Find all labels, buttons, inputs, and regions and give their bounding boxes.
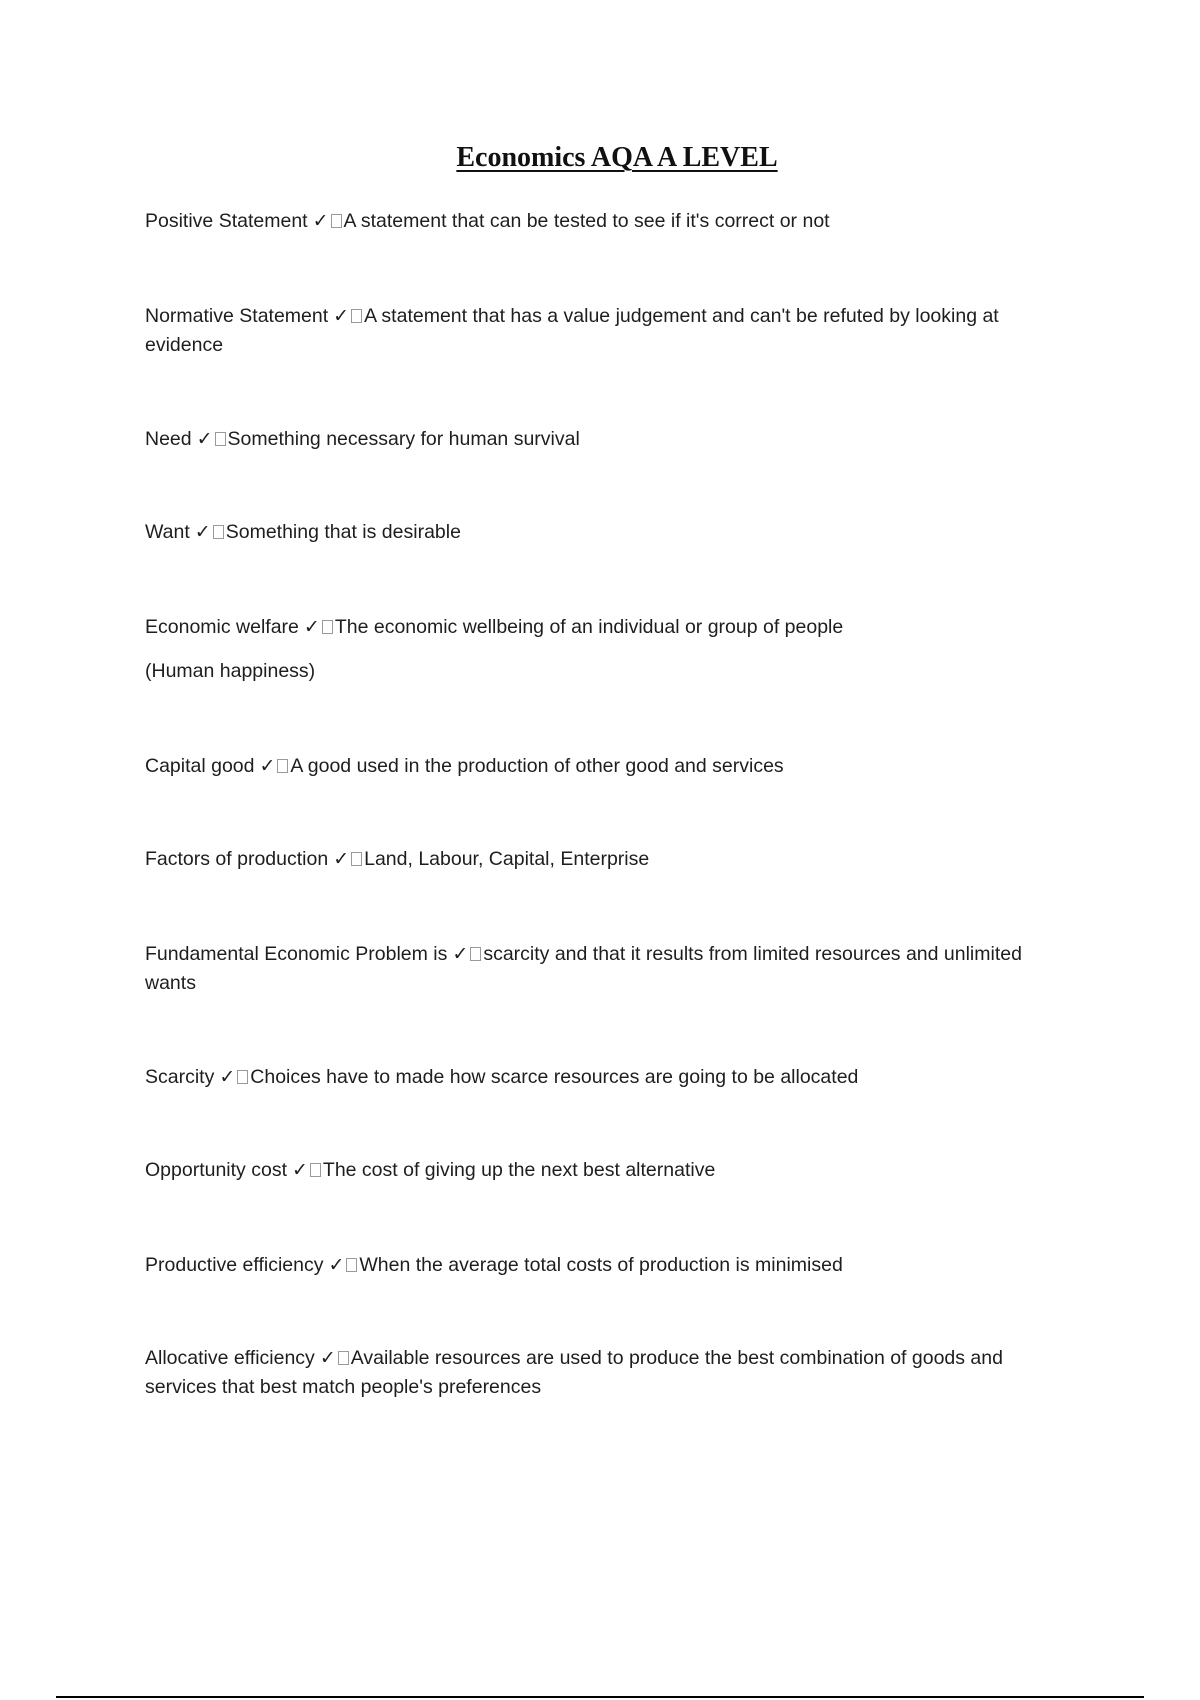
definition-entry [145,1156,1075,1185]
entry-term: Productive efficiency [145,1254,324,1276]
entry-definition: Available resources are used to produce the best combination of goods and services that best match people's preferences [145,1347,1003,1398]
check-icon: ✓ [219,1066,236,1088]
entry-term: Normative Statement [145,305,329,327]
entry-definition: A statement that can be tested to see if it's correct or not [343,210,830,232]
definition-entry [145,940,1075,998]
entry-term: Fundamental Economic Problem is [145,943,448,965]
entry-term: Opportunity cost [145,1159,287,1181]
entry-definition: scarcity and that it results from limited resources and unlimited wants [145,943,1022,994]
check-icon: ✓ [333,848,350,870]
definition-entry [145,1251,1075,1280]
check-icon: ✓ [333,305,350,327]
definition-entry [145,1344,1075,1402]
entry-definition: A statement that has a value judgement and can't be refuted by looking at evidence [145,305,999,356]
entry-definition: Something necessary for human survival [227,428,580,450]
entry-definition: Something that is desirable [225,521,461,543]
box-glyph-icon [277,759,288,773]
check-icon: ✓ [312,210,329,232]
entry-term: Allocative efficiency [145,1347,315,1369]
entry-term: Want [145,521,190,543]
definition-entry [145,613,1075,642]
box-glyph-icon [351,309,362,323]
definition-entry [145,207,1075,236]
check-icon: ✓ [319,1347,336,1369]
entry-term: Factors of production [145,848,329,870]
box-glyph-icon [237,1070,248,1084]
box-glyph-icon [351,852,362,866]
box-glyph-icon [346,1258,357,1272]
entry-term: Scarcity [145,1066,215,1088]
entry-definition: The cost of giving up the next best alternative [322,1159,716,1181]
entry-definition: Choices have to made how scarce resources are going to be allocated [250,1066,859,1088]
box-glyph-icon [215,432,226,446]
entry-definition: A good used in the production of other good and services [290,755,784,777]
entry-definition: The economic wellbeing of an individual or group of people [334,616,844,638]
check-icon: ✓ [259,755,276,777]
entry-term: Positive Statement [145,210,308,232]
page-title: Economics AQA A LEVEL [456,142,778,173]
box-glyph-icon [470,947,481,961]
entry-definition: Land, Labour, Capital, Enterprise [364,848,650,870]
check-icon: ✓ [452,943,469,965]
box-glyph-icon [338,1351,349,1365]
box-glyph-icon [213,525,224,539]
entry-term: Need [145,428,192,450]
box-glyph-icon [322,620,333,634]
definition-entry [145,752,1075,781]
entry-definition: When the average total costs of production is minimised [359,1254,843,1276]
entry-term: Economic welfare [145,616,299,638]
definition-entry [145,518,1075,547]
definition-entry [145,845,1075,874]
box-glyph-icon [310,1163,321,1177]
footer-divider [56,1696,1144,1698]
definition-entry [145,1063,1075,1092]
check-icon: ✓ [291,1159,308,1181]
check-icon: ✓ [328,1254,345,1276]
box-glyph-icon [331,214,342,228]
check-icon: ✓ [196,428,213,450]
definition-entry [145,425,1075,454]
check-icon: ✓ [303,616,320,638]
entry-note: (Human happiness) [145,660,316,682]
check-icon: ✓ [194,521,211,543]
definition-entry [145,302,1075,360]
entry-term: Capital good [145,755,255,777]
